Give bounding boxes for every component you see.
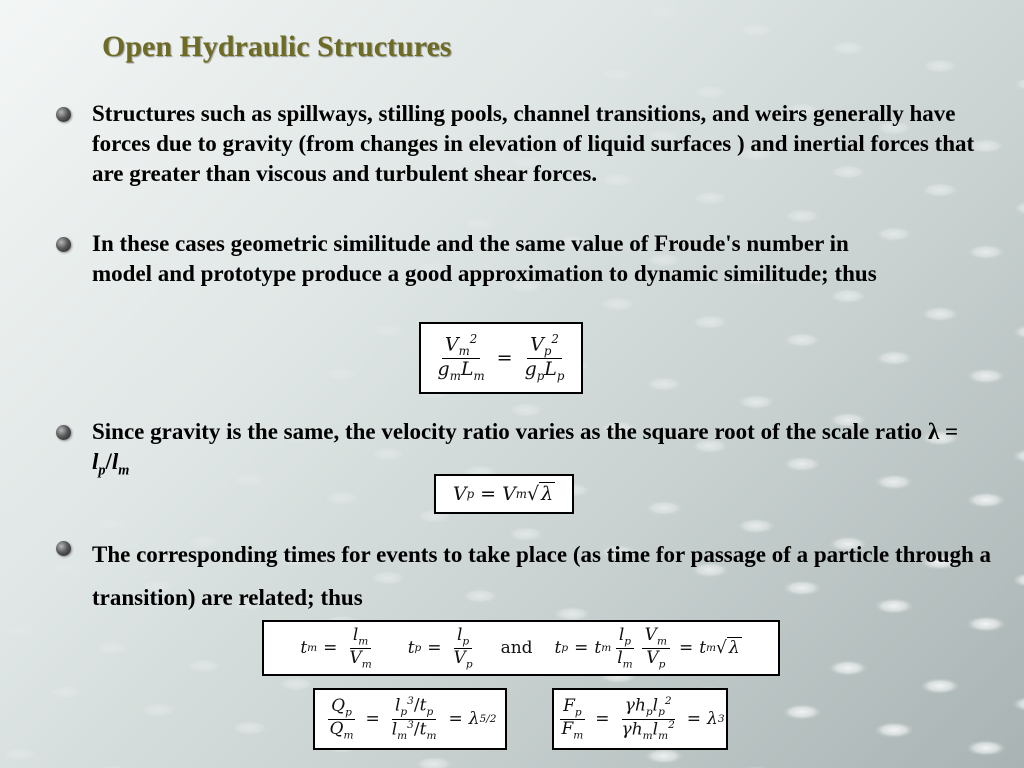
background-dot bbox=[828, 288, 868, 304]
background-dot bbox=[92, 640, 132, 656]
background-dot bbox=[598, 296, 638, 312]
bullet-text-4: The corresponding times for events to take place (as time for passage of a particle through a transition) are related; thus bbox=[92, 542, 992, 610]
background-dot bbox=[782, 208, 822, 224]
background-dot bbox=[782, 704, 822, 720]
scale-ratio-expression: $\lambda = l_p/l_m$ bbox=[92, 419, 959, 479]
background-dot bbox=[1012, 696, 1024, 712]
background-dot bbox=[920, 678, 960, 694]
background-dot bbox=[92, 516, 132, 532]
force-ratio-equation: $\frac{F_p}{F_m}$ = $\frac{\gamma h_pl_p^2}{\gamma h_ml_m^2}$ = λ 3 bbox=[552, 688, 728, 750]
bullet-4 bbox=[92, 533, 992, 619]
bullet-icon bbox=[56, 237, 71, 252]
time-ratio-equation: t m = $\frac{l_m}{V_m}$ t p = $\frac{l_p}{V_p}$ and t p = t m $\frac{l_p}{l_m}$ $\frac{V_m}{V_p}$ = t m √ λ bbox=[262, 620, 780, 676]
background-dot bbox=[322, 490, 362, 506]
background-dot bbox=[644, 748, 684, 764]
background-dot bbox=[644, 376, 684, 392]
background-dot bbox=[736, 22, 776, 38]
discharge-ratio-equation: $\frac{Q_p}{Q_m}$ = $\frac{l_p^3/t_p}{l_m^3/t_m}$ = λ 5/2 bbox=[313, 688, 507, 750]
bullet-icon bbox=[56, 425, 71, 440]
background-dot bbox=[414, 756, 454, 768]
background-dot bbox=[874, 350, 914, 366]
background-dot bbox=[690, 314, 730, 330]
background-dot bbox=[0, 746, 40, 762]
background-dot bbox=[782, 332, 822, 348]
background-dot bbox=[598, 66, 638, 82]
background-dot bbox=[736, 518, 776, 534]
background-dot bbox=[92, 764, 132, 768]
background-dot bbox=[736, 394, 776, 410]
bullet-text-2: In these cases geometric similitude and the same value of Froude's number in model and prototype produce a good approximation to dynamic similitude; thus bbox=[92, 231, 877, 286]
bullet-text-1: Structures such as spillways, stilling pools, channel transitions, and weirs generally have forces due to gravity (from changes in elevation of liquid surfaces ) and inertial forces that are greater than viscous and turbulent shear forces. bbox=[92, 101, 975, 186]
background-dot bbox=[966, 492, 1006, 508]
background-dot bbox=[506, 402, 546, 418]
background-dot bbox=[644, 4, 684, 20]
background-dot bbox=[828, 40, 868, 56]
background-dot bbox=[322, 366, 362, 382]
bullet-text-3: Since gravity is the same, the velocity ratio varies as the square root of the scale ratio $\lambda = l_p/l_m$ bbox=[92, 419, 959, 479]
background-dot bbox=[966, 740, 1006, 756]
bullet-1 bbox=[92, 99, 992, 189]
background-dot bbox=[46, 560, 86, 576]
bullet-icon bbox=[56, 541, 71, 556]
background-dot bbox=[644, 500, 684, 516]
background-dot bbox=[46, 684, 86, 700]
background-dot bbox=[138, 702, 178, 718]
background-dot bbox=[828, 660, 868, 676]
background-dot bbox=[874, 722, 914, 738]
bullet-2 bbox=[92, 229, 902, 289]
background-dot bbox=[690, 84, 730, 100]
background-dot bbox=[368, 322, 408, 338]
background-dot bbox=[184, 658, 224, 674]
background-dot bbox=[1012, 76, 1024, 92]
froude-equation: $\frac{V_m^2}{g_mL_m}$ = $\frac{V_p^2}{g_pL_p}$ bbox=[419, 322, 583, 394]
background-dot bbox=[1012, 572, 1024, 588]
velocity-ratio-equation: V p = V m √ λ bbox=[434, 474, 574, 514]
background-dot bbox=[230, 720, 270, 736]
slide-title: Open Hydraulic Structures bbox=[102, 30, 452, 63]
background-dot bbox=[966, 368, 1006, 384]
background-dot bbox=[920, 306, 960, 322]
background-dot bbox=[920, 58, 960, 74]
background-dot bbox=[1012, 200, 1024, 216]
background-dot bbox=[0, 622, 40, 638]
background-dot bbox=[276, 676, 316, 692]
background-dot bbox=[1012, 324, 1024, 340]
background-dot bbox=[966, 244, 1006, 260]
bullet-icon bbox=[56, 107, 71, 122]
background-dot bbox=[690, 190, 730, 206]
background-dot bbox=[1012, 448, 1024, 464]
